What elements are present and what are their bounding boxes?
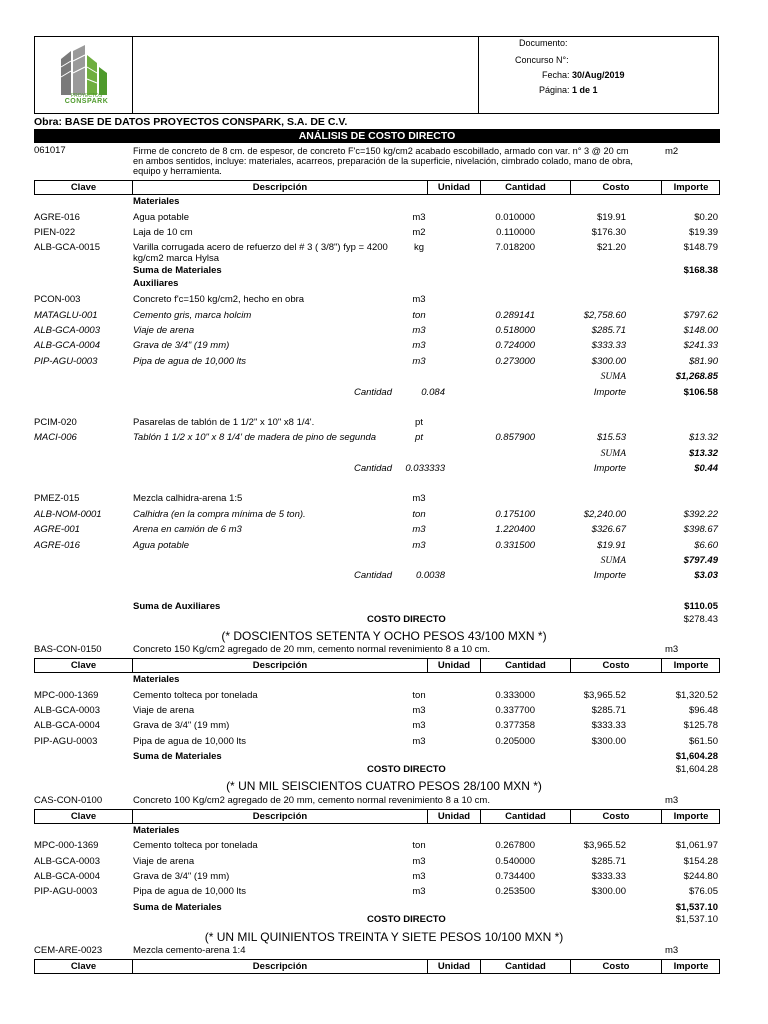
fecha-value: 30/Aug/2019 bbox=[572, 70, 625, 80]
item3-code: CAS-CON-0100 bbox=[34, 795, 103, 806]
cantidad-value: 0.0038 bbox=[415, 570, 445, 581]
importe-value: $3.03 bbox=[694, 570, 718, 581]
suma-materiales-value: $1,604.28 bbox=[675, 751, 718, 762]
pagina-value: 1 de 1 bbox=[572, 85, 598, 95]
col-costo: Costo bbox=[602, 182, 630, 193]
item2-unit: m3 bbox=[665, 644, 679, 655]
materiales-label: Materiales bbox=[133, 674, 180, 685]
suma-value: $1,268.85 bbox=[675, 371, 718, 382]
col-clave: Clave bbox=[70, 182, 97, 193]
suma-materiales-label: Suma de Materiales bbox=[133, 265, 222, 276]
costo-directo-value: $1,604.28 bbox=[675, 764, 718, 775]
table-header-1 bbox=[34, 180, 720, 195]
suma-materiales-label: Suma de Materiales bbox=[133, 751, 222, 762]
item2-code: BAS-CON-0150 bbox=[34, 644, 102, 655]
amount-in-words: (* UN MIL QUINIENTOS TREINTA Y SIETE PESOS 10/100 MXN *) bbox=[204, 930, 564, 944]
item4-code: CEM-ARE-0023 bbox=[34, 945, 103, 956]
amount-in-words: (* UN MIL SEISCIENTOS CUATRO PESOS 28/100 MXN *) bbox=[226, 779, 542, 793]
suma-auxiliares-label: Suma de Auxiliares bbox=[133, 601, 221, 612]
materiales-label: Materiales bbox=[133, 825, 180, 836]
logo-caption: CONSPARK bbox=[64, 98, 109, 105]
costo-directo-value: $278.43 bbox=[683, 614, 718, 625]
materiales-label: Materiales bbox=[133, 196, 180, 207]
costo-directo-value: $1,537.10 bbox=[675, 914, 718, 925]
table-header-4: Clave Descripción Unidad Cantidad Costo Importe bbox=[34, 959, 720, 974]
suma-materiales-value: $168.38 bbox=[683, 265, 718, 276]
concurso-label: Concurso N°: bbox=[515, 55, 569, 65]
item2-description: Concreto 150 Kg/cm2 agregado de 20 mm, cemento normal revenimiento 8 a 10 cm. bbox=[133, 644, 490, 655]
importe-label: Importe bbox=[593, 463, 626, 474]
importe-value: $0.44 bbox=[694, 463, 718, 474]
document-header bbox=[34, 36, 719, 114]
fecha-label: Fecha: bbox=[542, 70, 570, 80]
suma-label: SUMA bbox=[600, 556, 626, 566]
item1-unit: m2 bbox=[665, 146, 679, 157]
table-header-3: Clave Descripción Unidad Cantidad Costo Importe bbox=[34, 809, 720, 824]
header-info-cell bbox=[479, 37, 719, 113]
importe-label: Importe bbox=[593, 570, 626, 581]
header-middle-cell bbox=[133, 37, 479, 113]
cantidad-label: Cantidad bbox=[353, 463, 392, 474]
cantidad-label: Cantidad bbox=[353, 570, 392, 581]
suma-auxiliares-value: $110.05 bbox=[684, 601, 718, 612]
documento-label: Documento: bbox=[519, 38, 568, 48]
suma-value: $13.32 bbox=[688, 448, 718, 459]
col-cantidad: Cantidad bbox=[505, 182, 546, 193]
logo-cell bbox=[35, 37, 133, 113]
item1-code: 061017 bbox=[34, 145, 66, 156]
costo-directo-label: COSTO DIRECTO bbox=[367, 764, 446, 775]
pagina-label: Página: bbox=[539, 85, 570, 95]
table-header-2: Clave Descripción Unidad Cantidad Costo Importe bbox=[34, 658, 720, 673]
importe-value: $106.58 bbox=[683, 387, 718, 398]
costo-directo-label: COSTO DIRECTO bbox=[367, 614, 446, 625]
suma-materiales-label: Suma de Materiales bbox=[133, 902, 222, 913]
item4-unit: m3 bbox=[665, 945, 679, 956]
item3-unit: m3 bbox=[665, 795, 679, 806]
col-descripcion: Descripción bbox=[252, 182, 308, 193]
logo-subtitle: PROYECTOS bbox=[70, 93, 103, 99]
cantidad-value: 0.084 bbox=[421, 387, 445, 398]
suma-materiales-value: $1,537.10 bbox=[675, 902, 718, 913]
amount-in-words: (* DOSCIENTOS SETENTA Y OCHO PESOS 43/100 MXN *) bbox=[221, 629, 547, 643]
suma-label: SUMA bbox=[600, 449, 626, 459]
importe-label: Importe bbox=[593, 387, 626, 398]
obra-title: Obra: BASE DE DATOS PROYECTOS CONSPARK, S.A. DE C.V. bbox=[34, 116, 348, 128]
section-banner: ANÁLISIS DE COSTO DIRECTO bbox=[34, 129, 720, 143]
suma-label: SUMA bbox=[600, 372, 626, 382]
cantidad-label: Cantidad bbox=[353, 387, 392, 398]
suma-value: $797.49 bbox=[683, 555, 718, 566]
auxiliares-label: Auxiliares bbox=[133, 278, 179, 289]
cantidad-value: 0.033333 bbox=[405, 463, 445, 474]
item4-description: Mezcla cemento-arena 1:4 bbox=[133, 945, 246, 956]
col-unidad: Unidad bbox=[437, 182, 471, 193]
item3-description: Concreto 100 Kg/cm2 agregado de 20 mm, cemento normal revenimiento 8 a 10 cm. bbox=[133, 795, 490, 806]
item1-description: Firme de concreto de 8 cm. de espesor, de concreto F'c=150 kg/cm2 acabado escobillado, armado con var. n° 3 @ 20 cm en ambos sentidos, incluye: materiales, acarreos, preparación de la superficie, nivelación, cimbrado colado, mano de obra, equipo y herramienta. bbox=[133, 146, 633, 176]
col-importe: Importe bbox=[673, 182, 709, 193]
costo-directo-label: COSTO DIRECTO bbox=[367, 914, 446, 925]
